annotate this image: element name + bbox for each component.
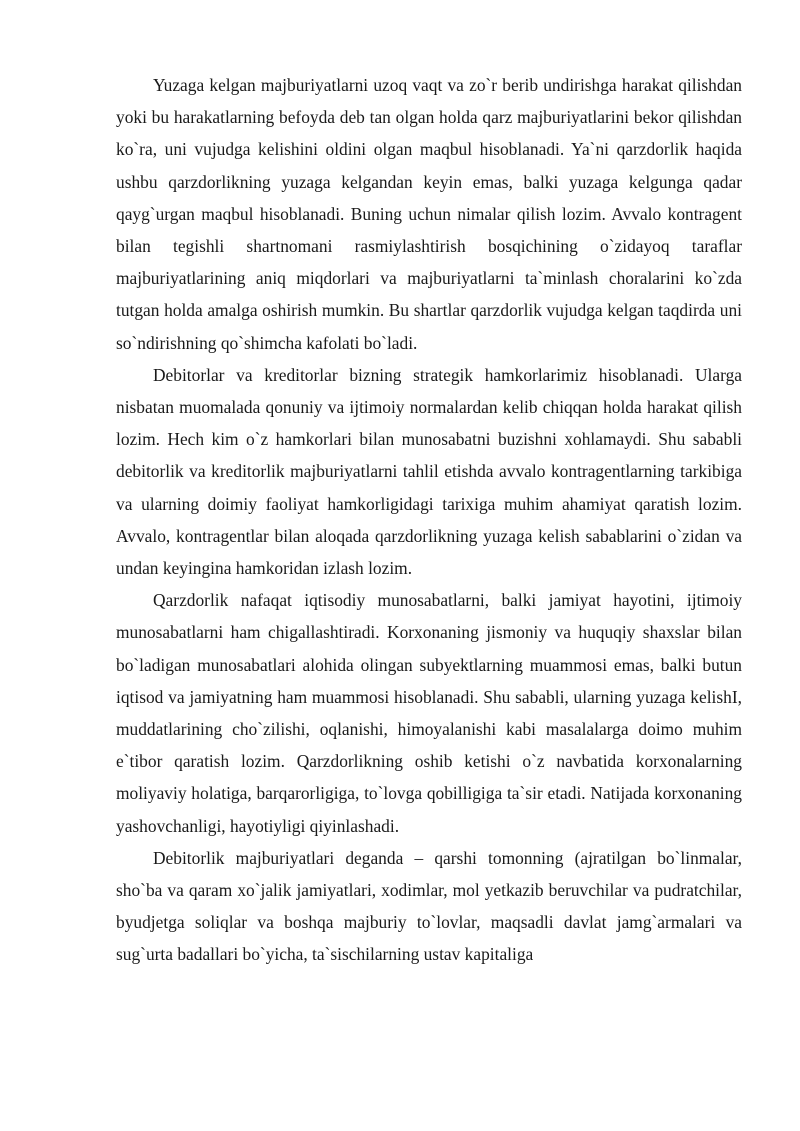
paragraph-4: Debitorlik majburiyatlari deganda – qarshi tomonning (ajratilgan bo`linmalar, sho`ba va qaram xo`jalik jamiyatlari, xodimlar, mol yetkazib beruvchilar va pudratchilar, byudjetga soliqlar va boshqa majburiy to`lovlar, maqsadli davlat jamg`armalari va sug`urta badallari bo`yicha, ta`sischilarning ustav kapitaliga (116, 847, 742, 965)
document-page (116, 69, 742, 971)
paragraph-1: Yuzaga kelgan majburiyatlarni uzoq vaqt va zo`r berib undirishga harakat qilishdan yoki bu harakatlarning befoyda deb tan olgan holda qarz majburiyatlarini bekor qilishdan ko`ra, uni vujudga kelishini oldini olgan maqbul hisoblanadi. Ya`ni qarzdorlik haqida ushbu qarzdorlikning yuzaga kelgandan keyin emas, balki yuzaga kelgunga qadar qayg`urgan maqbul hisoblanadi. Buning uchun nimalar qilish lozim. Avvalo kontragent bilan tegishli shartnomani rasmiylashtirish bosqichining o`zidayoq taraflar majburiyatlarining aniq miqdorlari va majburiyatlarni ta`minlash choralarini ko`zda tutgan holda amalga oshirish mumkin. Bu shartlar qarzdorlik vujudga kelgan taqdirda uni so`ndirishning qo`shimcha kafolati bo`ladi. (116, 75, 742, 353)
paragraph-2: Debitorlar va kreditorlar bizning strategik hamkorlarimiz hisoblanadi. Ularga nisbatan muomalada qonuniy va ijtimoiy normalardan kelib chiqqan holda harakat qilish lozim. Hech kim o`z hamkorlari bilan munosabatni buzishni xohlamaydi. Shu sababli debitorlik va kreditorlik majburiyatlarni tahlil etishda avvalo kontragentlarning tarkibiga va ularning doimiy faoliyat hamkorligidagi tarixiga muhim ahamiyat qaratish lozim. Avvalo, kontragentlar bilan aloqada qarzdorlikning yuzaga kelish sabablarini o`zidan va undan keyingina hamkoridan izlash lozim. (116, 364, 742, 579)
paragraph-3: Qarzdorlik nafaqat iqtisodiy munosabatlarni, balki jamiyat hayotini, ijtimoiy munosabatlarni ham chigallashtiradi. Korxonaning jismoniy va huquqiy shaxslar bilan bo`ladigan munosabatlari alohida olingan subyektlarning muammosi emas, balki butun iqtisod va jamiyatning ham muammosi hisoblanadi. Shu sababli, ularning yuzaga kelishI, muddatlarining cho`zilishi, oqlanishi, himoyalanishi kabi masalalarga doimo muhim e`tibor qaratish lozim. Qarzdorlikning oshib ketishi o`z navbatida korxonalarning moliyaviy holatiga, barqarorligiga, to`lovga qobilligiga ta`sir etadi. Natijada korxonaning yashovchanligi, hayotiyligi qiyinlashadi. (116, 590, 742, 836)
